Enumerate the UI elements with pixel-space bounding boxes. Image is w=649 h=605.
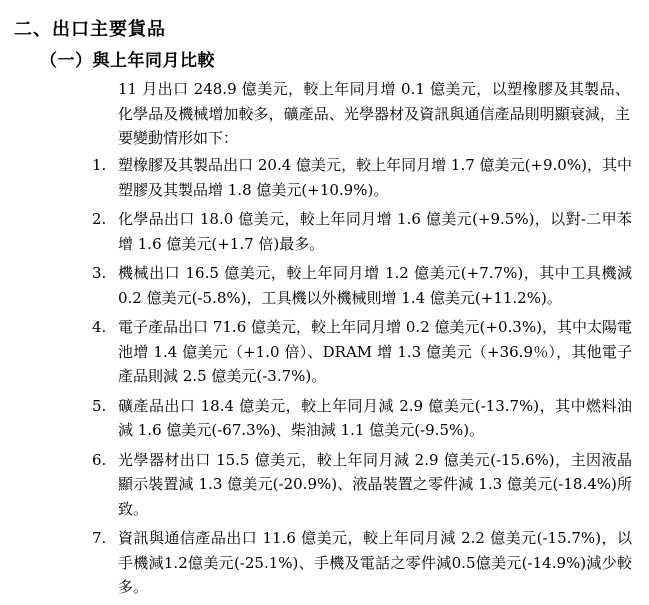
list-item bbox=[92, 153, 632, 202]
section-heading: 二、出口主要貨品 bbox=[14, 19, 166, 40]
item-number: 4. bbox=[92, 318, 107, 336]
item-text: 光學器材出口 15.5 億美元，較上年同月減 2.9 億美元(-15.6%)，主因液晶顯示裝置減 1.3 億美元(-20.9%)、液晶裝置之零件減 1.3 億美元(-18.4%)所致。 bbox=[118, 450, 632, 518]
list-item bbox=[92, 207, 632, 256]
export-items-list bbox=[92, 153, 632, 605]
item-text: 化學品出口 18.0 億美元，較上年同月增 1.6 億美元(+9.5%)，以對-二甲苯增 1.6 億美元(+1.7 倍)最多。 bbox=[118, 210, 632, 253]
intro-paragraph: 11 月出口 248.9 億美元，較上年同月增 0.1 億美元，以塑橡膠及其製品、化學品及機械增加較多，礦產品、光學器材及資訊與通信產品則明顯衰減，主要變動情形如下： bbox=[118, 80, 630, 147]
item-text: 機械出口 16.5 億美元，較上年同月增 1.2 億美元(+7.7%)，其中工具機減 0.2 億美元(-5.8%)，工具機以外機械則增 1.4 億美元(+11.2%)。 bbox=[118, 264, 632, 307]
item-number: 1. bbox=[92, 156, 107, 174]
list-item bbox=[92, 315, 632, 389]
item-text: 礦產品出口 18.4 億美元，較上年同月減 2.9 億美元(-13.7%)，其中燃料油減 1.6 億美元(-67.3%)、柴油減 1.1 億美元(-9.5%)。 bbox=[118, 396, 632, 439]
list-item bbox=[92, 448, 632, 522]
list-item bbox=[92, 526, 632, 600]
list-item bbox=[92, 394, 632, 443]
item-number: 3. bbox=[92, 264, 107, 282]
item-number: 2. bbox=[92, 210, 107, 228]
item-text: 塑橡膠及其製品出口 20.4 億美元，較上年同月增 1.7 億美元(+9.0%)，其中塑膠及其製品增 1.8 億美元(+10.9%)。 bbox=[118, 156, 632, 199]
item-text: 資訊與通信產品出口 11.6 億美元，較上年同月減 2.2 億美元(-15.7%)，以手機減1.2億美元(-25.1%)、手機及電話之零件減0.5億美元(-14.9%)減少較多。 bbox=[118, 529, 632, 596]
item-number: 6. bbox=[92, 450, 107, 469]
item-number: 7. bbox=[92, 529, 107, 547]
list-item bbox=[92, 261, 632, 310]
item-number: 5. bbox=[92, 396, 107, 415]
subsection-heading: （一）與上年同月比較 bbox=[40, 51, 215, 71]
item-text: 電子產品出口 71.6 億美元，較上年同月增 0.2 億美元(+0.3%)，其中太陽電池增 1.4 億美元（+1.0 倍）、DRAM 增 1.3 億美元（+36.9％），其他電子產品則減 2.5 億美元(-3.7%)。 bbox=[118, 318, 632, 385]
